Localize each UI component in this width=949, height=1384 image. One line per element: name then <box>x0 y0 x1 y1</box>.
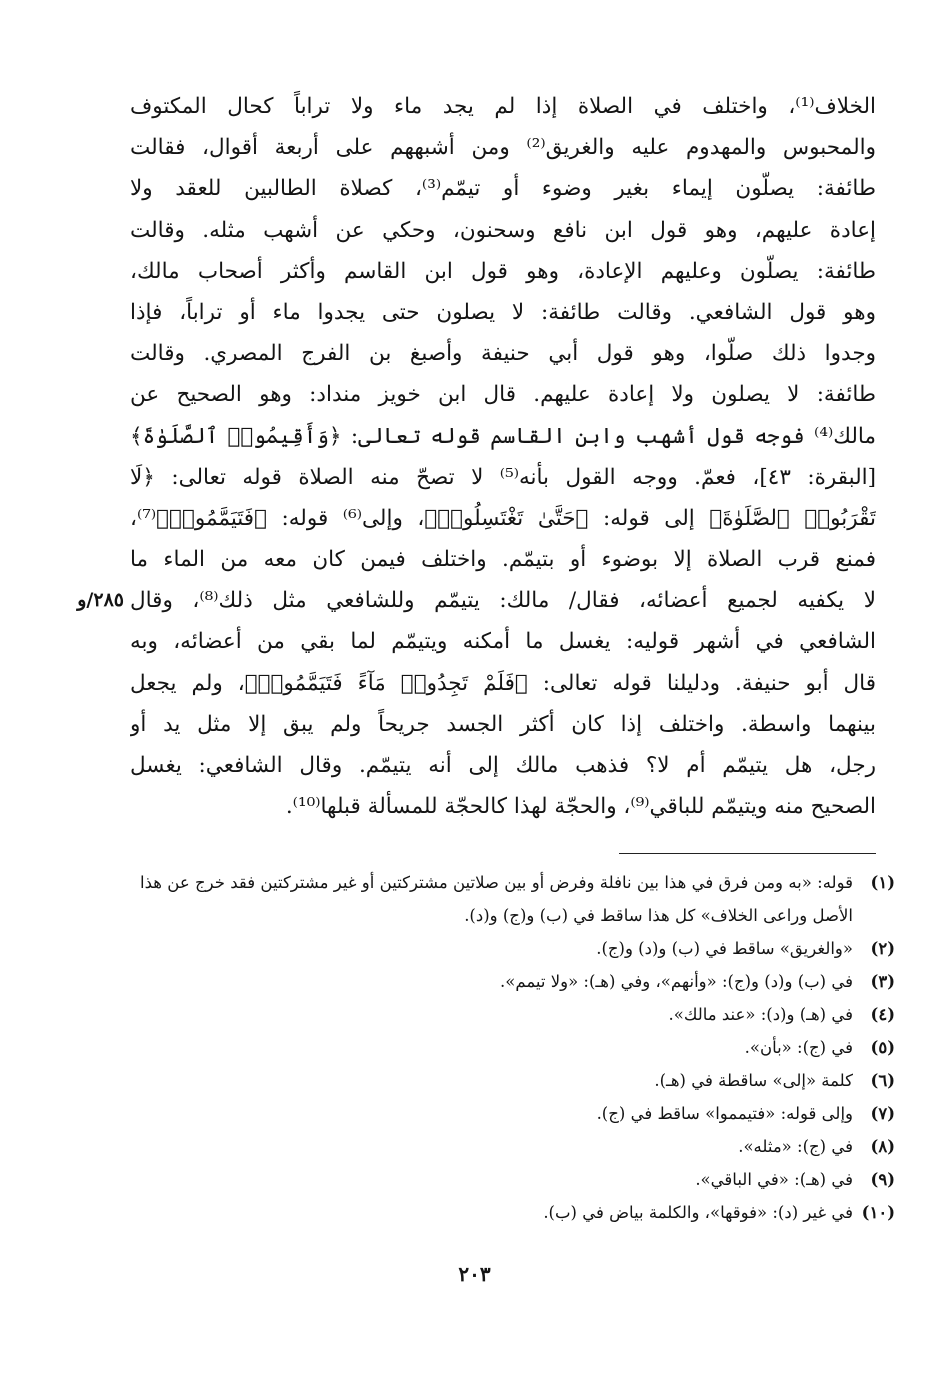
footnote-item <box>140 998 895 1031</box>
main-text-block <box>130 86 876 827</box>
text-line: طائفة: لا يصلون ولا إعادة عليهم. قال ابن خويز منداد: وهو الصحيح عن <box>130 382 876 408</box>
text-line: قال أبو حنيفة. ودليلنا قوله تعالى: ﴿فَلَمْ تَجِدُوا۟ مَآءً فَتَيَمَّمُوا۟﴾، ولم يجعل <box>130 670 876 696</box>
text-line: [البقرة: ٤٣]، فعمّ. ووجه القول بأنه⁽⁵⁾ لا تصحّ منه الصلاة قوله تعالى: ﴿لَا <box>130 464 876 490</box>
footnote-text: قوله: «به ومن فرق في هذا بين نافلة وفرض أو بين صلاتين مشتركتين أو غير مشتركتين فقد خرج عن هذا الأصل وراعى الخلاف» كل هذا ساقط في (ب) و(ج) و(د). <box>140 873 853 925</box>
footnote-text: في (ج): «مثله». <box>738 1137 853 1156</box>
footnote-number: (١٠) <box>861 1203 895 1222</box>
footnote-item <box>140 932 895 965</box>
footnote-text: وإلى قوله: «فتيمموا» ساقط في (ج). <box>596 1104 853 1123</box>
footnote-text: في غير (د): «فوقها»، والكلمة بياض في (ب). <box>543 1203 853 1222</box>
footnote-item <box>140 866 895 932</box>
footnote-item <box>140 1064 895 1097</box>
footnote-text: في (هـ): «في الباقي». <box>695 1170 853 1189</box>
text-line: الشافعي في أشهر قوليه: يغسل ما أمكنه ويتيمّم لما بقي من أعضائه، وبه <box>130 629 876 655</box>
text-line: وجدوا ذلك صلّوا، وهو قول أبي حنيفة وأصبغ بن الفرج المصري. وقالت <box>130 341 876 367</box>
footnote-number: (٧) <box>870 1104 895 1123</box>
text-line: الصحيح منه ويتيمّم للباقي⁽⁹⁾، والحجّة لهذا كالحجّة للمسألة قبلها⁽¹⁰⁾. <box>285 794 876 820</box>
footnote-item <box>140 965 895 998</box>
footnote-item <box>140 1031 895 1064</box>
footnote-text: في (ب) و(د) و(ج): «وأنهم»، وفي (هـ): «ولا تيمم». <box>500 972 853 991</box>
text-line: وهو قول الشافعي. وقالت طائفة: لا يصلون حتى يجدوا ماء أو تراباً، فإذا <box>130 299 876 325</box>
footnote-text: في (هـ) و(د): «عند مالك». <box>668 1005 853 1024</box>
footnote-text: «والغريق» ساقط في (ب) و(د) و(ج). <box>596 939 853 958</box>
text-line: رجل، هل يتيمّم أم لا؟ فذهب مالك إلى أنه يتيمّم. وقال الشافعي: يغسل <box>130 753 876 778</box>
footnote-number: (١) <box>870 873 895 892</box>
text-line: مالك⁽⁴⁾ فوجه قول أشهب وابن القاسم قوله تعالى: ﴿وَأَقِيمُوا۟ ٱلصَّلَوٰةَ﴾ <box>130 423 876 449</box>
footnotes-block <box>140 866 895 1229</box>
footnote-number: (٣) <box>870 972 895 991</box>
footnote-number: (٦) <box>870 1071 895 1090</box>
footnote-number: (٩) <box>870 1170 895 1189</box>
text-line: إعادة عليهم، وهو قول ابن نافع وسحنون، وحكي عن أشهب مثله. وقالت <box>130 217 876 243</box>
page-number: ٢٠٣ <box>458 1262 491 1286</box>
footnote-number: (٤) <box>870 1005 895 1024</box>
footnote-item <box>140 1196 895 1229</box>
text-line: طائفة: يصلّون وعليهم الإعادة، وهو قول ابن القاسم وأكثر أصحاب مالك، <box>130 258 876 284</box>
footnote-separator <box>619 853 876 854</box>
text-line: فمنع قرب الصلاة إلا بوضوء أو بتيمّم. واختلف فيمن كان معه من الماء ما <box>130 547 876 573</box>
footnote-number: (٨) <box>870 1137 895 1156</box>
footnote-item <box>140 1163 895 1196</box>
text-line: الخلاف⁽¹⁾، واختلف في الصلاة إذا لم يجد ماء ولا تراباً كحال المكتوف <box>130 94 876 119</box>
text-line: طائفة: يصلّون إيماء بغير وضوء أو تيمّم⁽³⁾، كصلاة الطالبين للعقد ولا <box>130 176 876 202</box>
text-line: لا يكفيه لجميع أعضائه، فقال/ مالك: يتيمّم وللشافعي مثل ذلك⁽⁸⁾، وقال <box>130 588 876 614</box>
footnote-number: (٥) <box>870 1038 895 1057</box>
text-line: والمحبوس والمهدوم عليه والغريق⁽²⁾ ومن أشبههم على أربعة أقوال، فقالت <box>130 135 876 161</box>
footnote-item <box>140 1130 895 1163</box>
footnote-item <box>140 1097 895 1130</box>
footnote-number: (٢) <box>870 939 895 958</box>
footnote-text: كلمة «إلى» ساقطة في (هـ). <box>654 1071 853 1090</box>
text-line: بينهما واسطة. واختلف إذا كان أكثر الجسد جريحاً ولم يبق إلا مثل يد أو <box>130 711 876 737</box>
manuscript-folio-marker: ٢٨٥/و <box>77 589 124 611</box>
footnote-text: في (ج): «بأن». <box>744 1038 853 1057</box>
text-line: تَقْرَبُوا۟ ٱلصَّلَوٰةَ﴾ إلى قوله: ﴿حَتَّىٰ تَغْتَسِلُوا۟﴾، وإلى⁽⁶⁾ قوله: ﴿فَتَيَمَّمُوا۟﴾⁽⁷⁾، <box>130 505 876 531</box>
